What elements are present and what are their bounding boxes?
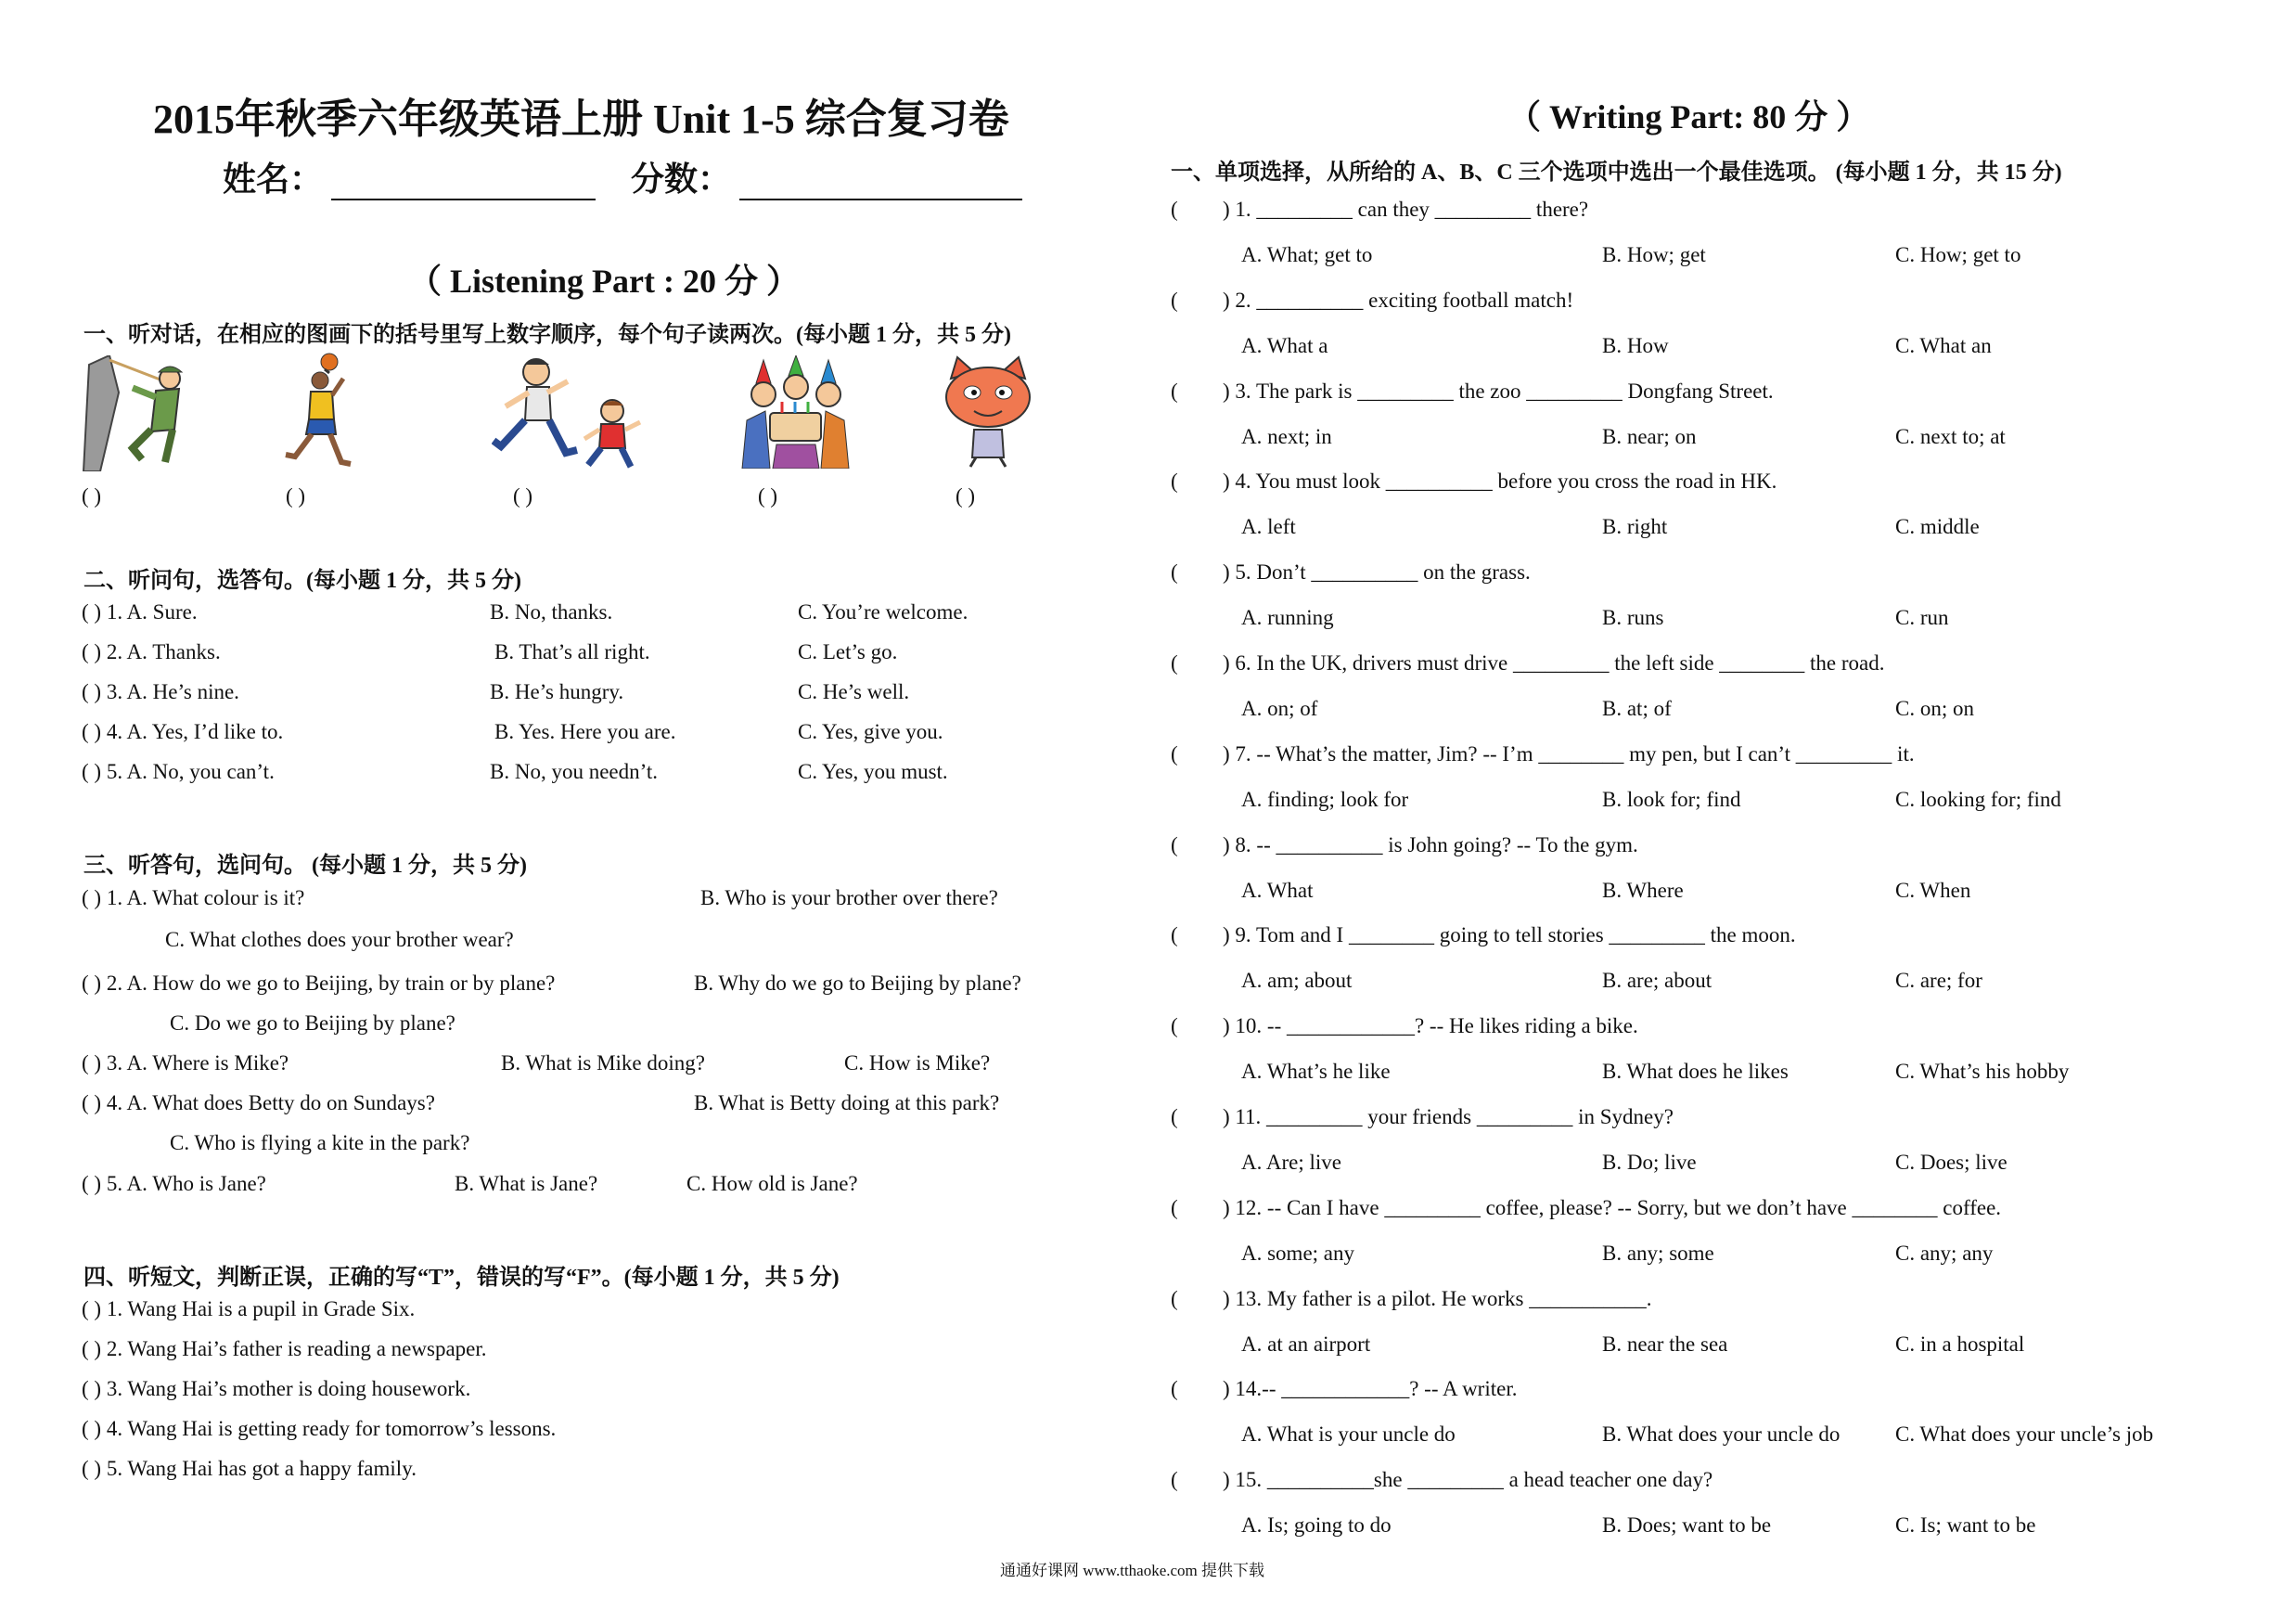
s2-option-b: B. He’s hungry. [490, 680, 624, 703]
s4-statement-2: ( ) 2. Wang Hai’s father is reading a newspaper. [82, 1337, 487, 1360]
option-b: B. How; get [1602, 243, 1706, 266]
option-a: A. at an airport [1241, 1332, 1371, 1356]
question-6: ) 6. In the UK, drivers must drive _________ the left side ________ the road. [1223, 651, 1885, 675]
s2-question-5: ( ) 5. A. No, you can’t. [82, 760, 275, 783]
score-label: 分数： [631, 161, 732, 198]
answer-paren[interactable]: ( [1171, 198, 1178, 221]
option-b: B. are; about [1602, 969, 1712, 992]
option-c: C. any; any [1895, 1242, 1994, 1265]
listening-section-4-title: 四、听短文，判断正误，正确的写“T”，错误的写“F”。(每小题 1 分，共 5 分) [83, 1266, 840, 1290]
writing-section-1-title: 一、单项选择，从所给的 A、B、C 三个选项中选出一个最佳选项。 (每小题 1 分，共 15 分) [1171, 161, 2062, 185]
s4-statement-5: ( ) 5. Wang Hai has got a happy family. [82, 1457, 417, 1480]
s3-question-5: ( ) 5. A. Who is Jane? [82, 1172, 266, 1195]
running-boys-picture [492, 355, 649, 469]
option-b: B. at; of [1602, 697, 1672, 720]
option-a: A. finding; look for [1241, 788, 1409, 811]
question-1: ) 1. _________ can they _________ there? [1223, 198, 1589, 221]
s4-statement-4: ( ) 4. Wang Hai is getting ready for tomorrow’s lessons. [82, 1417, 557, 1440]
writing-heading: （ Writing Part: 80 分 ） [1507, 98, 1870, 135]
page-title: 2015年秋季六年级英语上册 Unit 1-5 综合复习卷 [153, 97, 1009, 142]
option-a: A. left [1241, 515, 1296, 538]
s4-statement-1: ( ) 1. Wang Hai is a pupil in Grade Six. [82, 1297, 416, 1320]
answer-paren[interactable]: ( [1171, 470, 1178, 493]
question-4: ) 4. You must look __________ before you cross the road in HK. [1223, 470, 1777, 493]
s3-option-c: C. How old is Jane? [686, 1172, 858, 1195]
option-c: C. How; get to [1895, 243, 2021, 266]
s3-option-c: C. Who is flying a kite in the park? [170, 1131, 470, 1154]
option-a: A. What a [1241, 334, 1328, 357]
option-c: C. When [1895, 879, 1971, 902]
basketball-player-picture [278, 353, 366, 471]
question-13: ) 13. My father is a pilot. He works ___________. [1223, 1287, 1652, 1310]
question-8: ) 8. -- __________ is John going? -- To the gym. [1223, 833, 1638, 856]
option-b: B. How [1602, 334, 1669, 357]
s3-question-2: ( ) 2. A. How do we go to Beijing, by train or by plane? [82, 972, 556, 995]
option-b: B. look for; find [1602, 788, 1741, 811]
question-7: ) 7. -- What’s the matter, Jim? -- I’m ________ my pen, but I can’t _________ it. [1223, 742, 1915, 766]
answer-paren[interactable]: ( [1171, 833, 1178, 856]
option-a: A. Are; live [1241, 1151, 1341, 1174]
question-3: ) 3. The park is _________ the zoo _________ Dongfang Street. [1223, 380, 1774, 403]
option-b: B. near; on [1602, 425, 1697, 448]
s2-option-c: C. Let’s go. [798, 640, 898, 663]
option-b: B. runs [1602, 606, 1664, 629]
listening-section-2-title: 二、听问句，选答句。(每小题 1 分，共 5 分) [83, 569, 521, 593]
picture-answer-bracket[interactable]: ( ) [513, 484, 533, 508]
s2-question-3: ( ) 3. A. He’s nine. [82, 680, 239, 703]
option-a: A. Is; going to do [1241, 1513, 1392, 1537]
picture-answer-bracket[interactable]: ( ) [286, 484, 306, 508]
s3-question-3: ( ) 3. A. Where is Mike? [82, 1051, 289, 1075]
option-a: A. What [1241, 879, 1314, 902]
option-b: B. What does he likes [1602, 1060, 1789, 1083]
answer-paren[interactable]: ( [1171, 1105, 1178, 1128]
s3-option-b: B. Who is your brother over there? [700, 886, 998, 909]
question-2: ) 2. __________ exciting football match! [1223, 289, 1574, 312]
s3-option-b: B. What is Jane? [455, 1172, 598, 1195]
s3-option-c: C. What clothes does your brother wear? [165, 928, 514, 951]
option-b: B. What does your uncle do [1602, 1422, 1841, 1446]
s2-question-4: ( ) 4. A. Yes, I’d like to. [82, 720, 284, 743]
option-b: B. Where [1602, 879, 1684, 902]
option-b: B. Do; live [1602, 1151, 1697, 1174]
option-a: A. running [1241, 606, 1334, 629]
answer-paren[interactable]: ( [1171, 651, 1178, 675]
option-a: A. What is your uncle do [1241, 1422, 1456, 1446]
s2-option-c: C. He’s well. [798, 680, 910, 703]
option-b: B. any; some [1602, 1242, 1714, 1265]
option-c: C. run [1895, 606, 1949, 629]
picture-answer-bracket[interactable]: ( ) [758, 484, 778, 508]
listening-section-3-title: 三、听答句，选问句。 (每小题 1 分，共 5 分) [83, 854, 527, 878]
listening-heading: （ Listening Part : 20 分 ） [408, 263, 800, 300]
score-blank[interactable] [739, 173, 1022, 200]
name-label: 姓名： [223, 161, 324, 198]
question-10: ) 10. -- ____________? -- He likes riding a bike. [1223, 1014, 1638, 1037]
s2-option-b: B. No, thanks. [490, 600, 613, 624]
cat-cartoon-picture [937, 355, 1039, 469]
question-15: ) 15. __________she _________ a head teacher one day? [1223, 1468, 1713, 1491]
answer-paren[interactable]: ( [1171, 1287, 1178, 1310]
question-11: ) 11. _________ your friends _________ in Sydney? [1223, 1105, 1674, 1128]
option-c: C. looking for; find [1895, 788, 2061, 811]
option-a: A. some; any [1241, 1242, 1355, 1265]
answer-paren[interactable]: ( [1171, 923, 1178, 946]
answer-paren[interactable]: ( [1171, 289, 1178, 312]
s3-question-4: ( ) 4. A. What does Betty do on Sundays? [82, 1091, 435, 1114]
s2-question-1: ( ) 1. A. Sure. [82, 600, 198, 624]
question-12: ) 12. -- Can I have _________ coffee, please? -- Sorry, but we don’t have ________ coffee. [1223, 1196, 2002, 1219]
answer-paren[interactable]: ( [1171, 1377, 1178, 1400]
footer-source: 通通好课网 www.tthaoke.com 提供下载 [1000, 1562, 1265, 1579]
climber-picture [82, 355, 193, 471]
s2-option-c: C. Yes, give you. [798, 720, 943, 743]
answer-paren[interactable]: ( [1171, 1468, 1178, 1491]
question-9: ) 9. Tom and I ________ going to tell stories _________ the moon. [1223, 923, 1796, 946]
option-c: C. on; on [1895, 697, 1974, 720]
s3-option-c: C. Do we go to Beijing by plane? [170, 1011, 455, 1035]
option-b: B. right [1602, 515, 1668, 538]
s3-question-1: ( ) 1. A. What colour is it? [82, 886, 305, 909]
s3-option-c: C. How is Mike? [844, 1051, 991, 1075]
option-a: A. next; in [1241, 425, 1332, 448]
option-c: C. are; for [1895, 969, 1982, 992]
option-c: C. next to; at [1895, 425, 2006, 448]
option-c: C. middle [1895, 515, 1980, 538]
s2-option-b: B. No, you needn’t. [490, 760, 659, 783]
name-score-row [223, 153, 1022, 200]
listening-section-1-title: 一、听对话，在相应的图画下的括号里写上数字顺序，每个句子读两次。(每小题 1 分，共 5 分) [83, 323, 1011, 347]
s2-option-b: B. Yes. Here you are. [494, 720, 676, 743]
s3-option-b: B. What is Betty doing at this park? [694, 1091, 1000, 1114]
answer-paren[interactable]: ( [1171, 742, 1178, 766]
option-a: A. am; about [1241, 969, 1353, 992]
option-c: C. What’s his hobby [1895, 1060, 2070, 1083]
question-14: ) 14.-- ____________? -- A writer. [1223, 1377, 1518, 1400]
answer-paren[interactable]: ( [1171, 1196, 1178, 1219]
s3-option-b: B. Why do we go to Beijing by plane? [694, 972, 1021, 995]
option-b: B. Does; want to be [1602, 1513, 1772, 1537]
s4-statement-3: ( ) 3. Wang Hai’s mother is doing housework. [82, 1377, 471, 1400]
answer-paren[interactable]: ( [1171, 380, 1178, 403]
s2-option-c: C. Yes, you must. [798, 760, 948, 783]
option-c: C. Does; live [1895, 1151, 2007, 1174]
birthday-party-picture [738, 355, 853, 469]
option-a: A. What; get to [1241, 243, 1373, 266]
s2-option-b: B. That’s all right. [494, 640, 650, 663]
option-c: C. Is; want to be [1895, 1513, 2036, 1537]
answer-paren[interactable]: ( [1171, 1014, 1178, 1037]
picture-answer-bracket[interactable]: ( ) [82, 484, 102, 508]
question-5: ) 5. Don’t __________ on the grass. [1223, 560, 1531, 584]
s2-question-2: ( ) 2. A. Thanks. [82, 640, 221, 663]
option-a: A. on; of [1241, 697, 1318, 720]
option-c: C. What an [1895, 334, 1992, 357]
option-b: B. near the sea [1602, 1332, 1728, 1356]
name-blank[interactable] [331, 173, 596, 200]
option-c: C. What does your uncle’s job [1895, 1422, 2154, 1446]
answer-paren[interactable]: ( [1171, 560, 1178, 584]
option-a: A. What’s he like [1241, 1060, 1391, 1083]
option-c: C. in a hospital [1895, 1332, 2025, 1356]
s2-option-c: C. You’re welcome. [798, 600, 968, 624]
s3-option-b: B. What is Mike doing? [501, 1051, 705, 1075]
picture-answer-bracket[interactable]: ( ) [956, 484, 976, 508]
